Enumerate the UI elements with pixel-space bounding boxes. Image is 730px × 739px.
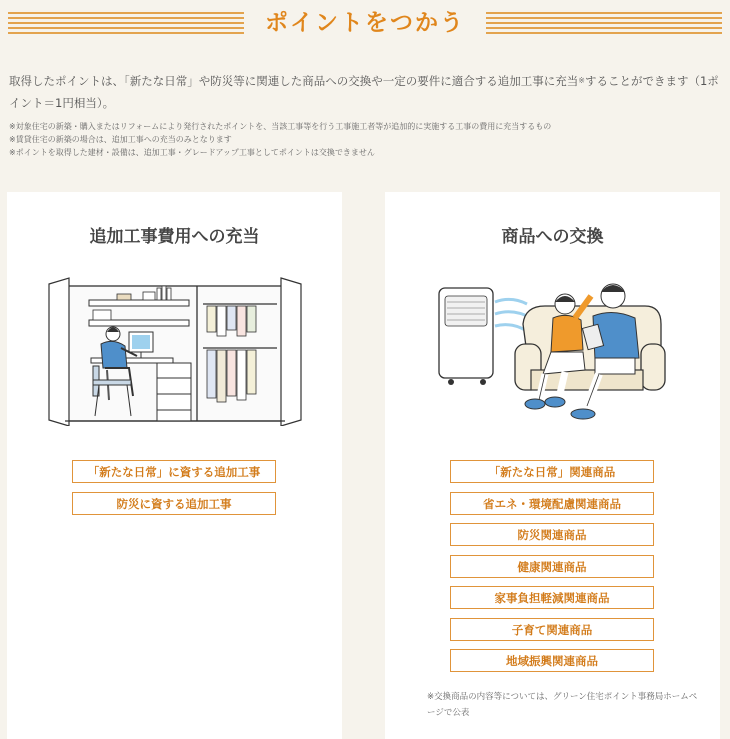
section-header bbox=[0, 0, 730, 48]
childcare-products-button[interactable]: 子育て関連商品 bbox=[450, 618, 654, 641]
disaster-prevention-additional-work-button[interactable]: 防災に資する追加工事 bbox=[72, 492, 276, 515]
decorative-stripes-right bbox=[486, 12, 722, 34]
housework-reduction-products-button[interactable]: 家事負担軽減関連商品 bbox=[450, 586, 654, 609]
exchange-note: ※交換商品の内容等については、グリーン住宅ポイント事務局ホームページで公表 bbox=[427, 692, 698, 718]
additional-work-title: 追加工事費用への充当 bbox=[89, 227, 260, 247]
family-sofa-air-purifier-illustration bbox=[435, 274, 667, 440]
home-office-closet-illustration bbox=[47, 276, 303, 426]
health-products-button[interactable]: 健康関連商品 bbox=[450, 555, 654, 578]
decorative-stripes-left bbox=[8, 12, 244, 34]
page-title: ポイントをつかう bbox=[265, 10, 465, 36]
new-normal-additional-work-button[interactable]: 「新たな日常」に資する追加工事 bbox=[72, 460, 276, 483]
disaster-prevention-products-button[interactable]: 防災関連商品 bbox=[450, 523, 654, 546]
intro-text-main: 取得したポイントは、「新たな日常」や防災等に関連した商品への交換や一定の要件に適合する追加工事に充当 bbox=[9, 74, 579, 88]
intro-text bbox=[9, 70, 721, 114]
intro-footnote-mark: ※ bbox=[578, 76, 585, 85]
intro-text-after: することができます（1ポイント＝1円相当）。 bbox=[9, 74, 719, 110]
regional-promotion-products-button[interactable]: 地域振興関連商品 bbox=[450, 649, 654, 672]
product-exchange-title: 商品への交換 bbox=[501, 227, 604, 247]
new-normal-products-button[interactable]: 「新たな日常」関連商品 bbox=[450, 460, 654, 483]
note-item: ※対象住宅の新築・購入またはリフォームにより発行されたポイントを、当該工事等を行う工事施工者等が追加的に実施する工事の費用に充当するもの bbox=[9, 122, 552, 131]
product-exchange-card bbox=[385, 192, 720, 739]
notes-list bbox=[9, 120, 721, 159]
note-item: ※賃貸住宅の新築の場合は、追加工事への充当のみとなります bbox=[9, 135, 232, 144]
note-item: ※ポイントを取得した建材・設備は、追加工事・グレードアップ工事としてポイントは交換できません bbox=[9, 148, 375, 157]
energy-saving-products-button[interactable]: 省エネ・環境配慮関連商品 bbox=[450, 492, 654, 515]
additional-work-card bbox=[7, 192, 342, 739]
